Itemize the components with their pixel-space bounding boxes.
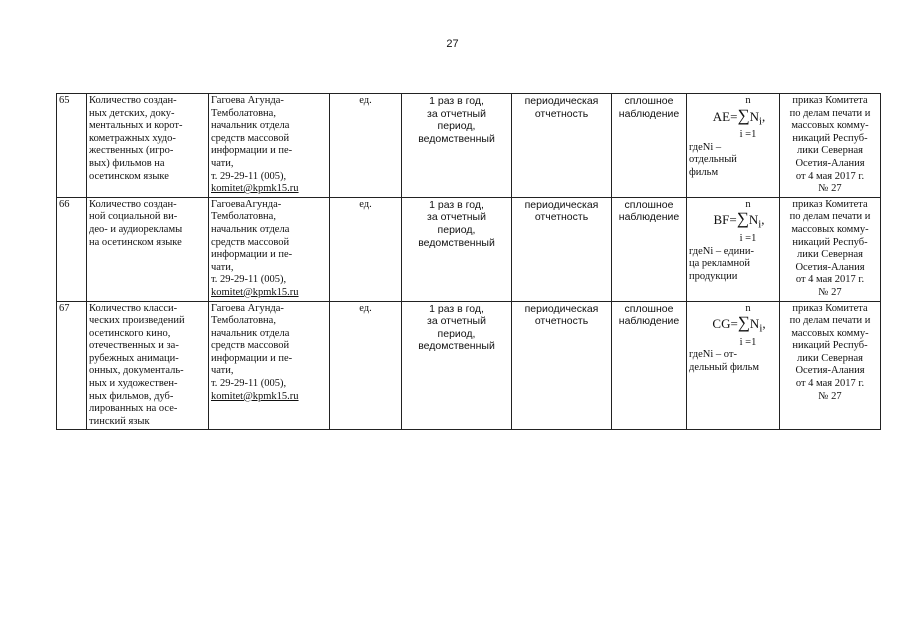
email-link[interactable]: komitet@kpmk15.ru	[211, 390, 299, 402]
indicator-name-line: ных детских, доку-	[89, 107, 175, 119]
responsible-line: начальник отдела	[211, 327, 290, 339]
legal-basis	[780, 301, 881, 430]
formula-subscript: i	[758, 115, 762, 128]
legal-basis-line: массовых комму-	[791, 327, 869, 339]
responsible-line: чати,	[211, 365, 234, 377]
responsible-line: начальник отдела	[211, 223, 290, 235]
table-row	[57, 197, 881, 301]
data-source-line: периодическая	[524, 95, 599, 107]
collection-method-line: сплошное	[624, 302, 674, 315]
periodicity	[402, 197, 512, 301]
sigma-symbol: ∑	[737, 313, 750, 333]
legal-basis-line: лики Северная	[797, 352, 863, 364]
formula-note-line: продукции	[689, 270, 738, 282]
row-number: 65	[57, 94, 87, 198]
formula-note-line: отдельный	[689, 154, 737, 166]
periodicity-line: 1 раз в год,	[429, 302, 484, 315]
legal-basis-line: Осетия-Алания	[795, 157, 865, 169]
collection-method-line: наблюдение	[618, 107, 680, 120]
formula-variable: N	[748, 212, 759, 228]
indicator-name-line: на осетинском языке	[89, 236, 182, 248]
sigma-symbol: ∑	[737, 105, 750, 125]
formula-comma: ,	[761, 212, 765, 228]
legal-basis-line: массовых комму-	[791, 120, 869, 132]
formula-subscript: i	[758, 218, 762, 231]
legal-basis-line: лики Северная	[797, 249, 863, 261]
formula-subscript: i	[759, 322, 763, 335]
responsible-line: средств массовой	[211, 340, 290, 352]
indicator-name-line: ных фильмов, дуб-	[89, 390, 174, 402]
responsible-person	[209, 301, 330, 430]
legal-basis-line: приказ Комитета	[792, 302, 868, 314]
formula-note-line: дельный фильм	[689, 361, 760, 373]
indicator-name-line: ческих произведений	[89, 315, 185, 327]
indicator-name-line: осетинском языке	[89, 170, 169, 182]
legal-basis-line: лики Северная	[797, 145, 863, 157]
data-source-line: отчетность	[534, 315, 589, 328]
responsible-line: т. 29-29-11 (005),	[211, 170, 287, 182]
formula-upper-limit: n	[745, 198, 751, 210]
legal-basis-line: по делам печати и	[789, 211, 871, 223]
indicator-name	[87, 197, 209, 301]
formula-comma: ,	[761, 108, 766, 124]
responsible-line: средств массовой	[211, 236, 290, 248]
responsible-line: т. 29-29-11 (005),	[211, 274, 287, 286]
legal-basis-line: от 4 мая 2017 г.	[795, 274, 865, 286]
periodicity-line: ведомственный	[418, 340, 495, 353]
indicator-name-line: вых) фильмов на	[89, 157, 165, 169]
formula-expression	[689, 315, 777, 337]
data-source-line: периодическая	[524, 198, 599, 211]
periodicity-line: ведомственный	[418, 236, 495, 249]
indicator-name	[87, 301, 209, 430]
indicator-name-line: Количество создан-	[89, 198, 177, 210]
legal-basis-line: по делам печати и	[789, 107, 871, 119]
legal-basis-line: от 4 мая 2017 г.	[795, 170, 865, 182]
indicator-name-line: ной социальной ви-	[89, 211, 178, 223]
formula-lhs: BF=	[713, 212, 737, 228]
formula-lhs: CG=	[712, 316, 738, 332]
row-number: 66	[57, 197, 87, 301]
periodicity	[402, 94, 512, 198]
periodicity-line: 1 раз в год,	[429, 95, 484, 107]
collection-method-line: наблюдение	[618, 211, 680, 224]
periodicity-line: 1 раз в год,	[429, 198, 484, 211]
periodicity-line: за отчетный	[427, 211, 486, 224]
responsible-person	[209, 94, 330, 198]
collection-method	[612, 197, 687, 301]
responsible-line: Гагоева Агунда-	[211, 95, 284, 106]
indicator-name-line: осетинского кино,	[89, 327, 171, 339]
periodicity-line: период,	[437, 327, 476, 340]
periodicity	[402, 301, 512, 430]
responsible-line: чати,	[211, 157, 234, 169]
periodicity-line: период,	[437, 223, 476, 236]
collection-method	[612, 94, 687, 198]
data-source	[512, 197, 612, 301]
legal-basis-line: массовых комму-	[791, 223, 869, 235]
formula-variable: N	[749, 108, 759, 124]
indicator-name-line: Количество создан-	[89, 95, 177, 106]
indicator-name-line: отечественных и за-	[89, 340, 179, 352]
legal-basis-line: никаций Респуб-	[792, 340, 868, 352]
data-source-line: отчетность	[534, 107, 589, 120]
formula-expression	[689, 211, 777, 233]
responsible-line: информации и пе-	[211, 249, 293, 261]
indicator-name-line: кометражных худо-	[89, 132, 176, 144]
collection-method	[612, 301, 687, 430]
legal-basis-line: от 4 мая 2017 г.	[795, 378, 865, 390]
formula-upper-limit: n	[745, 302, 751, 314]
page-number: 27	[446, 38, 459, 50]
indicator-name-line: Количество класси-	[89, 302, 178, 314]
legal-basis	[780, 197, 881, 301]
email-link[interactable]: komitet@kpmk15.ru	[211, 286, 299, 298]
indicator-name-line: жественных (игро-	[89, 145, 174, 157]
indicator-name-line: рубежных анимаци-	[89, 352, 179, 364]
responsible-line: Темболатовна,	[211, 211, 276, 223]
formula-upper-limit: n	[745, 95, 751, 106]
collection-method-line: наблюдение	[618, 315, 680, 328]
formula-note-line: гдеNi – от-	[689, 349, 737, 361]
legal-basis-line: Осетия-Алания	[795, 261, 865, 273]
formula-expression	[689, 105, 777, 130]
responsible-line: Темболатовна,	[211, 107, 276, 119]
periodicity-line: период,	[437, 120, 476, 133]
indicator-name-line: ментальных и корот-	[89, 120, 183, 132]
unit-of-measure: ед.	[330, 301, 402, 430]
indicator-name-line: лированных на осе-	[89, 403, 178, 415]
indicators-table-body	[57, 94, 881, 430]
data-source	[512, 94, 612, 198]
legal-basis	[780, 94, 881, 198]
legal-basis-line: приказ Комитета	[792, 198, 868, 210]
responsible-line: информации и пе-	[211, 145, 293, 157]
data-source	[512, 301, 612, 430]
data-source-line: отчетность	[534, 211, 589, 224]
collection-method-line: сплошное	[624, 198, 674, 211]
calculation-formula	[687, 197, 780, 301]
responsible-line: Темболатовна,	[211, 315, 276, 327]
legal-basis-line: по делам печати и	[789, 315, 871, 327]
legal-basis-line: Осетия-Алания	[795, 365, 865, 377]
table-row	[57, 301, 881, 430]
calculation-formula	[687, 94, 780, 198]
responsible-line: т. 29-29-11 (005),	[211, 378, 287, 390]
formula-note-line: фильм	[689, 166, 719, 178]
unit-of-measure: ед.	[330, 94, 402, 198]
formula-variable: N	[749, 316, 760, 332]
data-source-line: периодическая	[524, 302, 599, 315]
email-link[interactable]: komitet@kpmk15.ru	[211, 183, 299, 195]
sigma-symbol: ∑	[736, 209, 749, 229]
unit-of-measure: ед.	[330, 197, 402, 301]
formula-lower-limit: i =1	[739, 336, 757, 348]
responsible-person	[209, 197, 330, 301]
legal-basis-line: № 27	[818, 390, 842, 402]
formula-lhs: AE=	[712, 108, 738, 124]
periodicity-line: за отчетный	[427, 315, 486, 328]
responsible-line: начальник отдела	[211, 120, 290, 132]
legal-basis-line: приказ Комитета	[792, 95, 868, 106]
indicator-name	[87, 94, 209, 198]
formula-note-line: гдеNi – едини-	[689, 245, 755, 257]
indicator-name-line: ных и художествен-	[89, 378, 178, 390]
calculation-formula	[687, 301, 780, 430]
legal-basis-line: № 27	[818, 183, 842, 195]
legal-basis-line: № 27	[818, 286, 842, 298]
legal-basis-line: никаций Респуб-	[792, 236, 868, 248]
responsible-line: информации и пе-	[211, 352, 293, 364]
responsible-line: Гагоева Агунда-	[211, 302, 284, 314]
legal-basis-line: никаций Респуб-	[792, 132, 868, 144]
responsible-line: чати,	[211, 261, 234, 273]
indicator-name-line: део- и аудиорекламы	[89, 223, 183, 235]
formula-comma: ,	[762, 316, 766, 332]
formula-lower-limit: i =1	[739, 129, 757, 141]
indicators-table	[56, 93, 881, 430]
collection-method-line: сплошное	[624, 95, 674, 107]
periodicity-line: ведомственный	[418, 132, 495, 145]
responsible-line: средств массовой	[211, 132, 290, 144]
table-row	[57, 94, 881, 198]
formula-note-line: гдеNi –	[689, 141, 722, 153]
row-number: 67	[57, 301, 87, 430]
indicator-name-line: тинский язык	[89, 415, 150, 427]
periodicity-line: за отчетный	[427, 107, 486, 120]
indicator-name-line: онных, документаль-	[89, 365, 184, 377]
formula-note-line: ца рекламной	[689, 258, 750, 270]
responsible-line: ГагоеваАгунда-	[211, 198, 282, 210]
formula-lower-limit: i =1	[739, 232, 757, 244]
